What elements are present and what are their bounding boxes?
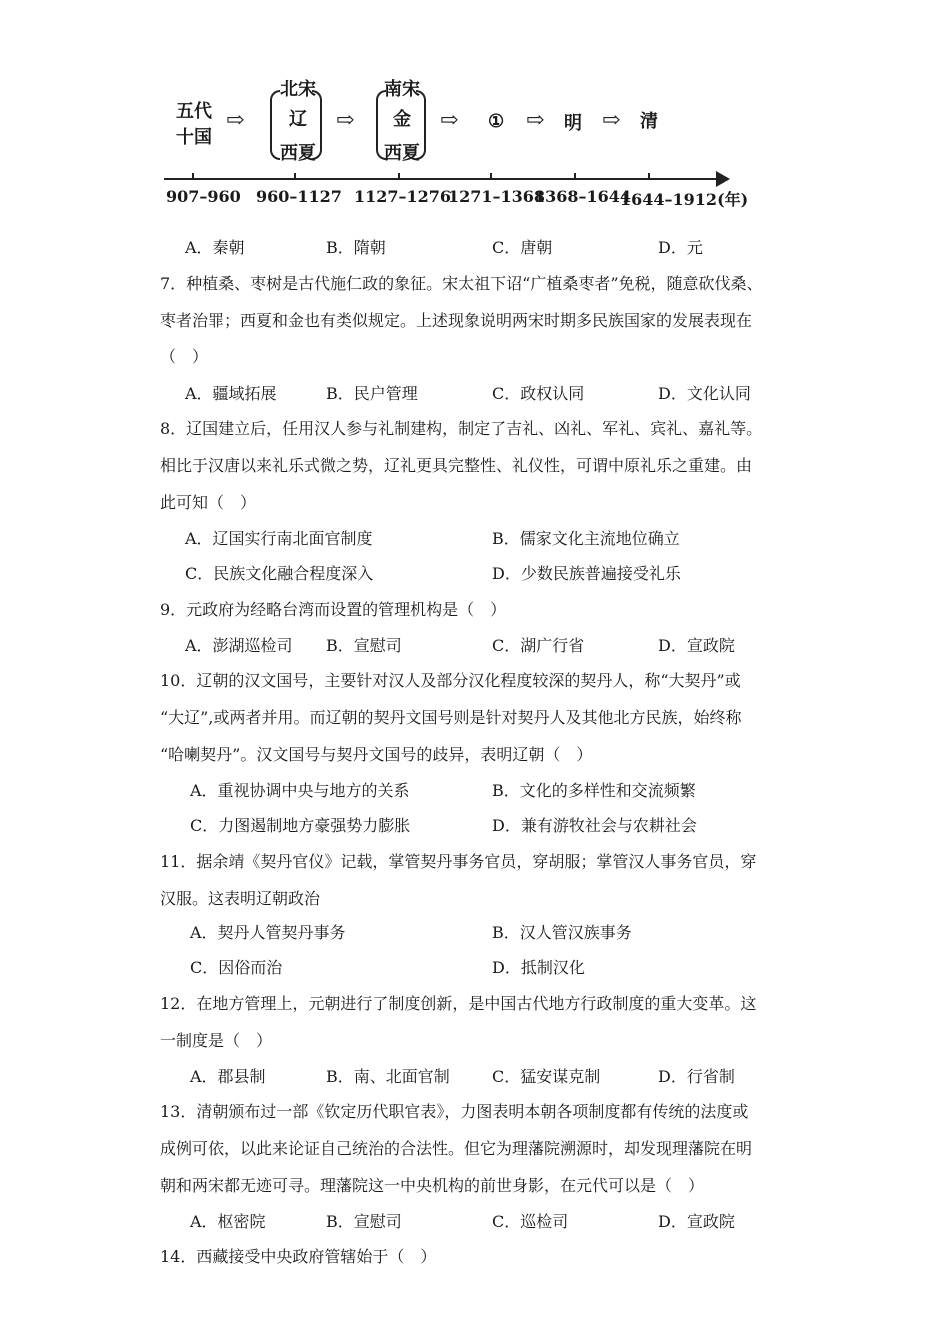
q11-stem-line: 11．据余靖《契丹官仪》记载，掌管契丹事务官员，穿胡服；掌管汉人事务官员，穿 [160, 852, 757, 871]
q8-stem-line: 此可知（ ） [160, 493, 257, 512]
q13-option-d[interactable]: D．宣政院 [658, 1212, 735, 1231]
q9-stem-line: 9．元政府为经略台湾而设置的管理机构是（ ） [160, 600, 507, 619]
stage-xixia-label: 西夏 [280, 143, 316, 164]
q8-option-c[interactable]: C．民族文化融合程度深入 [185, 564, 374, 583]
q13-stem-line: 成例可依，以此来论证自己统治的合法性。但它为理藩院溯源时，却发现理藩院在明 [160, 1139, 753, 1158]
stage-jin-label: 金 [393, 109, 411, 130]
stage-nansong-label: 南宋 [384, 79, 420, 100]
q12-stem-line: 一制度是（ ） [160, 1031, 273, 1050]
q6-option-a[interactable]: A．秦朝 [185, 238, 245, 257]
right-bracket [416, 90, 426, 160]
year-label: 1368–1644 [534, 187, 632, 206]
axis-tick [648, 173, 650, 179]
q8-stem-line: 8．辽国建立后，任用汉人参与礼制建构，制定了吉礼、凶礼、军礼、宾礼、嘉礼等。 [160, 419, 763, 438]
q10-option-b[interactable]: B．文化的多样性和交流频繁 [492, 781, 696, 800]
axis-tick [192, 173, 194, 179]
year-label: 1644–1912(年) [620, 190, 749, 209]
q9-option-b[interactable]: B．宣慰司 [326, 636, 402, 655]
q12-option-d[interactable]: D．行省制 [658, 1067, 735, 1086]
arrow-right-icon: ⇨ [226, 108, 245, 133]
stage-xixia2-label: 西夏 [384, 143, 420, 164]
q6-option-c[interactable]: C．唐朝 [492, 238, 553, 257]
year-label: 960–1127 [256, 187, 342, 206]
q11-option-a[interactable]: A．契丹人管契丹事务 [190, 923, 346, 942]
q7-stem-line: 7．种植桑、枣树是古代施仁政的象征。宋太祖下诏“广植桑枣者”免税，随意砍伐桑、 [160, 274, 763, 293]
q13-stem-line: 朝和两宋都无迹可寻。理藩院这一中央机构的前世身影，在元代可以是（ ） [160, 1176, 705, 1195]
q8-option-a[interactable]: A．辽国实行南北面官制度 [185, 529, 373, 548]
q11-option-b[interactable]: B．汉人管汉族事务 [492, 923, 632, 942]
axis-tick [574, 173, 576, 179]
q10-stem-line: “哈喇契丹”。汉文国号与契丹文国号的歧异，表明辽朝（ ） [160, 745, 593, 764]
q10-stem-line: “大辽”,或两者并用。而辽朝的契丹文国号则是针对契丹人及其他北方民族，始终称 [160, 708, 742, 727]
q13-option-c[interactable]: C．巡检司 [492, 1212, 569, 1231]
q7-stem-line: 枣者治罪；西夏和金也有类似规定。上述现象说明两宋时期多民族国家的发展表现在 [160, 311, 753, 330]
q11-option-c[interactable]: C．因俗而治 [190, 958, 283, 977]
q10-option-d[interactable]: D．兼有游牧社会与农耕社会 [492, 816, 697, 835]
axis-arrowhead-icon [716, 171, 730, 187]
q8-stem-line: 相比于汉唐以来礼乐式微之势，辽礼更具完整性、礼仪性，可谓中原礼乐之重建。由 [160, 456, 753, 475]
q13-stem-line: 13．清朝颁布过一部《钦定历代职官表》，力图表明本朝各项制度都有传统的法度或 [160, 1102, 749, 1121]
arrow-right-icon: ⇨ [602, 108, 621, 133]
q8-option-b[interactable]: B．儒家文化主流地位确立 [492, 529, 680, 548]
q7-option-a[interactable]: A．疆域拓展 [185, 384, 277, 403]
q9-option-c[interactable]: C．湖广行省 [492, 636, 585, 655]
q10-stem-line: 10．辽朝的汉文国号，主要针对汉人及部分汉化程度较深的契丹人，称“大契丹”或 [160, 671, 741, 690]
year-label: 907–960 [166, 187, 241, 206]
q10-option-a[interactable]: A．重视协调中央与地方的关系 [190, 781, 410, 800]
stage-liao-label: 辽 [289, 109, 307, 130]
q14-stem-line: 14．西藏接受中央政府管辖始于（ ） [160, 1247, 437, 1266]
q7-option-b[interactable]: B．民户管理 [326, 384, 418, 403]
axis-tick [294, 173, 296, 179]
q12-option-a[interactable]: A．郡县制 [190, 1067, 266, 1086]
q6-option-d[interactable]: D．元 [658, 238, 703, 257]
dynasty-timeline-diagram [160, 70, 750, 220]
q11-stem-line: 汉服。这表明辽朝政治 [160, 889, 321, 908]
stage-wudai-label: 五代 [176, 101, 212, 122]
year-label: 1271–1368 [448, 187, 546, 206]
q7-option-d[interactable]: D．文化认同 [658, 384, 751, 403]
q12-option-c[interactable]: C．猛安谋克制 [492, 1067, 601, 1086]
stage-shiguo-label: 十国 [176, 127, 212, 148]
arrow-right-icon: ⇨ [440, 108, 459, 133]
arrow-right-icon: ⇨ [336, 108, 355, 133]
q7-option-c[interactable]: C．政权认同 [492, 384, 585, 403]
q9-option-d[interactable]: D．宣政院 [658, 636, 735, 655]
stage-beisong-label: 北宋 [280, 79, 316, 100]
q11-option-d[interactable]: D．抵制汉化 [492, 958, 585, 977]
q6-option-b[interactable]: B．隋朝 [326, 238, 386, 257]
stage-ming-label: 明 [564, 113, 582, 134]
q12-option-b[interactable]: B．南、北面官制 [326, 1067, 450, 1086]
stage-qing-label: 清 [640, 111, 658, 132]
q9-option-a[interactable]: A．澎湖巡检司 [185, 636, 293, 655]
stage-unknown-label: ① [488, 111, 505, 132]
q13-option-a[interactable]: A．枢密院 [190, 1212, 266, 1231]
year-label: 1127–1276 [354, 187, 452, 206]
right-bracket [312, 90, 322, 160]
q10-option-c[interactable]: C．力图遏制地方豪强势力膨胀 [190, 816, 411, 835]
axis-tick [398, 173, 400, 179]
q7-stem-line: （ ） [160, 347, 209, 366]
q8-option-d[interactable]: D．少数民族普遍接受礼乐 [492, 564, 681, 583]
timeline-axis [164, 178, 720, 180]
q12-stem-line: 12．在地方管理上，元朝进行了制度创新，是中国古代地方行政制度的重大变革。这 [160, 994, 757, 1013]
axis-tick [490, 173, 492, 179]
q13-option-b[interactable]: B．宣慰司 [326, 1212, 402, 1231]
arrow-right-icon: ⇨ [526, 108, 545, 133]
